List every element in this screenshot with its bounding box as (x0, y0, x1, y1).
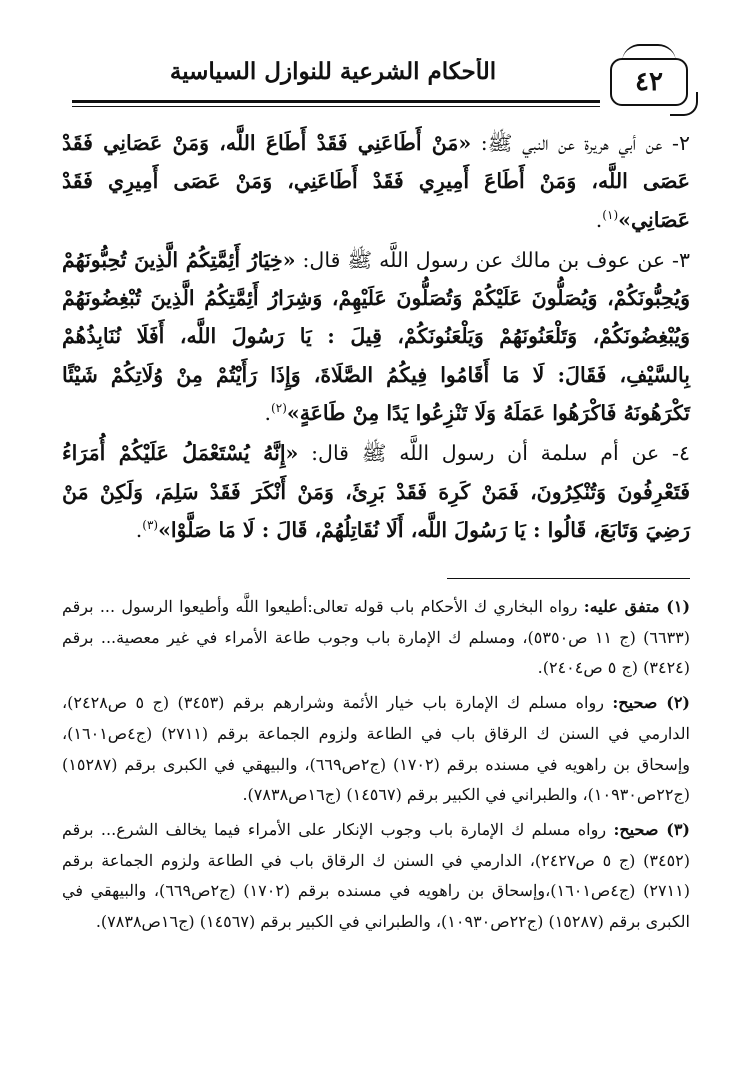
footnote-label: (٢) صحيح: (612, 693, 690, 713)
running-title: الأحكام الشرعية للنوازل السياسية (169, 58, 497, 85)
footnote-ref-1[interactable]: (١) (602, 207, 619, 222)
header-rule-thick (72, 100, 600, 103)
footnote-1 (62, 592, 690, 684)
footnote-text: رواه مسلم ك الإمارة باب وجوب الإنكار على الأمراء فيما يخالف الشرع... برقم (٣٤٥٢) (ج ٥ ص٢٤٢٧)، الدارمي في السنن ك الرقاق باب في الطاعة ولزوم الجماعة برقم (٢٧١١) (ج٤ص١٦٠١)،وإسحاق بن راهويه في مسنده برقم (١٧٠٢) (ج٢ص٦٦٩)، والبيهقي في الكبرى برقم (١٥٢٨٧) (ج٢٢ص١٠٩٣٠)، والطبراني في الكبير برقم (١٤٥٦٧) (ج١٦ص٧٨٣٨). (62, 819, 690, 932)
footnote-text: رواه البخاري ك الأحكام باب قوله تعالى:أطيعوا اللَّه وأطيعوا الرسول ... برقم (٦٦٣٣) (ج ١١ ص٥٣٥٠)، ومسلم ك الإمارة باب وجوب طاعة الأمراء في غير معصية... برقم (٣٤٢٤) (ج ٥ ص٢٤٠٤). (62, 597, 691, 678)
hadith-paragraph-3: ٣- عن عوف بن مالك عن رسول اللَّه ﷺ قال: «خِيَارُ أَئِمَّتِكُمُ الَّذِينَ تُحِبُّونَهُمْ وَيُحِبُّونَكُمْ، وَيُصَلُّونَ عَلَيْكُمْ وَتُصَلُّونَ عَلَيْهِمْ، وَشِرَارُ أَئِمَّتِكُمُ الَّذِينَ تُبْغِضُونَهُمْ وَيُبْغِضُونَكُمْ، وَتَلْعَنُونَهُمْ وَيَلْعَنُونَكُمْ، قِيلَ : يَا رَسُولَ اللَّه، أَفَلَا نُنَابِذُهُمْ بِالسَّيْفِ، فَقَالَ: لَا مَا أَقَامُوا فِيكُمُ الصَّلَاةَ، وَإِذَا رَأَيْتُمْ مِنْ وُلَاتِكُمْ شَيْئًا تَكْرَهُونَهُ فَاكْرَهُوا عَمَلَهُ وَلَا تَنْزِعُوا يَدًا مِنْ طَاعَةٍ»$^{(٢)}$. (62, 247, 690, 426)
footnote-text: رواه مسلم ك الإمارة باب خيار الأئمة وشرارهم برقم (٣٤٥٣) (ج ٥ ص٢٤٢٨)، الدارمي في السنن ك الرقاق باب في الطاعة ولزوم الجماعة برقم (٢٧١١) (ج٤ص١٦٠١)، وإسحاق بن راهويه في مسنده برقم (١٧٠٢) (ج٢ص٦٦٩)، والبيهقي في الكبرى برقم (١٥٢٨٧) (ج٢٢ص١٠٩٣٠)، والطبراني في الكبير برقم (١٤٥٦٧) (ج١٦ص٧٨٣٨). (62, 693, 691, 805)
footnote-ref-3[interactable]: (٣) (142, 518, 159, 533)
footnote-label: (١) متفق عليه: (583, 597, 691, 616)
hadith-matn: «مَنْ أَطَاعَنِي فَقَدْ أَطَاعَ اللَّه، وَمَنْ عَصَانِي فَقَدْ عَصَى اللَّه، وَمَنْ أَطَاعَ أَمِيرِي فَقَدْ أَطَاعَنِي، وَمَنْ عَصَى أَمِيرِي فَقَدْ عَصَانِي» (62, 131, 690, 232)
footnote-2 (62, 688, 690, 811)
hadith-matn: «إِنَّهُ يُسْتَعْمَلُ عَلَيْكُمْ أُمَرَاءُ فَتَعْرِفُونَ وَتُنْكِرُونَ، فَمَنْ كَرِهَ فَقَدْ بَرِئَ، وَمَنْ أَنْكَرَ فَقَدْ سَلِمَ، وَلَكِنْ مَنْ رَضِيَ وَتَابَعَ، قَالُوا : يَا رَسُولَ اللَّه، أَلَا نُقَاتِلُهُمْ، قَالَ : لَا مَا صَلَّوْا» (62, 441, 690, 542)
footnotes (62, 590, 690, 942)
page-number: ٤٢ (610, 58, 688, 106)
hadith-paragraph-2: ٢- عن أبي هريرة عن النبي ﷺ: «مَنْ أَطَاعَنِي فَقَدْ أَطَاعَ اللَّه، وَمَنْ عَصَانِي فَقَدْ عَصَى اللَّه، وَمَنْ أَطَاعَ أَمِيرِي فَقَدْ أَطَاعَنِي، وَمَنْ عَصَى أَمِيرِي فَقَدْ عَصَانِي»$^{(١)}$. (62, 131, 690, 232)
footnote-ref-2[interactable]: (٢) (271, 401, 287, 416)
hadith-intro: ٣- عن عوف بن مالك عن رسول اللَّه ﷺ قال: (295, 247, 690, 272)
footnote-3 (62, 815, 690, 938)
hadith-matn: «خِيَارُ أَئِمَّتِكُمُ الَّذِينَ تُحِبُّونَهُمْ وَيُحِبُّونَكُمْ، وَيُصَلُّونَ عَلَيْكُمْ وَتُصَلُّونَ عَلَيْهِمْ، وَشِرَارُ أَئِمَّتِكُمُ الَّذِينَ تُبْغِضُونَهُمْ وَيُبْغِضُونَكُمْ، وَتَلْعَنُونَهُمْ وَيَلْعَنُونَكُمْ، قِيلَ : يَا رَسُولَ اللَّه، أَفَلَا نُنَابِذُهُمْ بِالسَّيْفِ، فَقَالَ: لَا مَا أَقَامُوا فِيكُمُ الصَّلَاةَ، وَإِذَا رَأَيْتُمْ مِنْ وُلَاتِكُمْ شَيْئًا تَكْرَهُونَهُ فَاكْرَهُوا عَمَلَهُ وَلَا تَنْزِعُوا يَدًا مِنْ طَاعَةٍ» (62, 247, 690, 426)
page-header (58, 40, 698, 112)
footnote-separator (447, 578, 690, 579)
footnote-label: (٣) صحيح: (613, 819, 690, 839)
ornament-bottom (670, 92, 698, 116)
hadith-intro: ٢- عن أبي هريرة عن النبي ﷺ: (471, 131, 690, 155)
hadith-intro: ٤- عن أم سلمة أن رسول اللَّه ﷺ قال: (298, 441, 691, 466)
header-rule-thin (72, 106, 600, 107)
main-text (62, 124, 690, 551)
hadith-paragraph-4: ٤- عن أم سلمة أن رسول اللَّه ﷺ قال: «إِنَّهُ يُسْتَعْمَلُ عَلَيْكُمْ أُمَرَاءُ فَتَعْرِفُونَ وَتُنْكِرُونَ، فَمَنْ كَرِهَ فَقَدْ بَرِئَ، وَمَنْ أَنْكَرَ فَقَدْ سَلِمَ، وَلَكِنْ مَنْ رَضِيَ وَتَابَعَ، قَالُوا : يَا رَسُولَ اللَّه، أَلَا نُقَاتِلُهُمْ، قَالَ : لَا مَا صَلَّوْا»$^{(٣)}$. (62, 441, 691, 542)
